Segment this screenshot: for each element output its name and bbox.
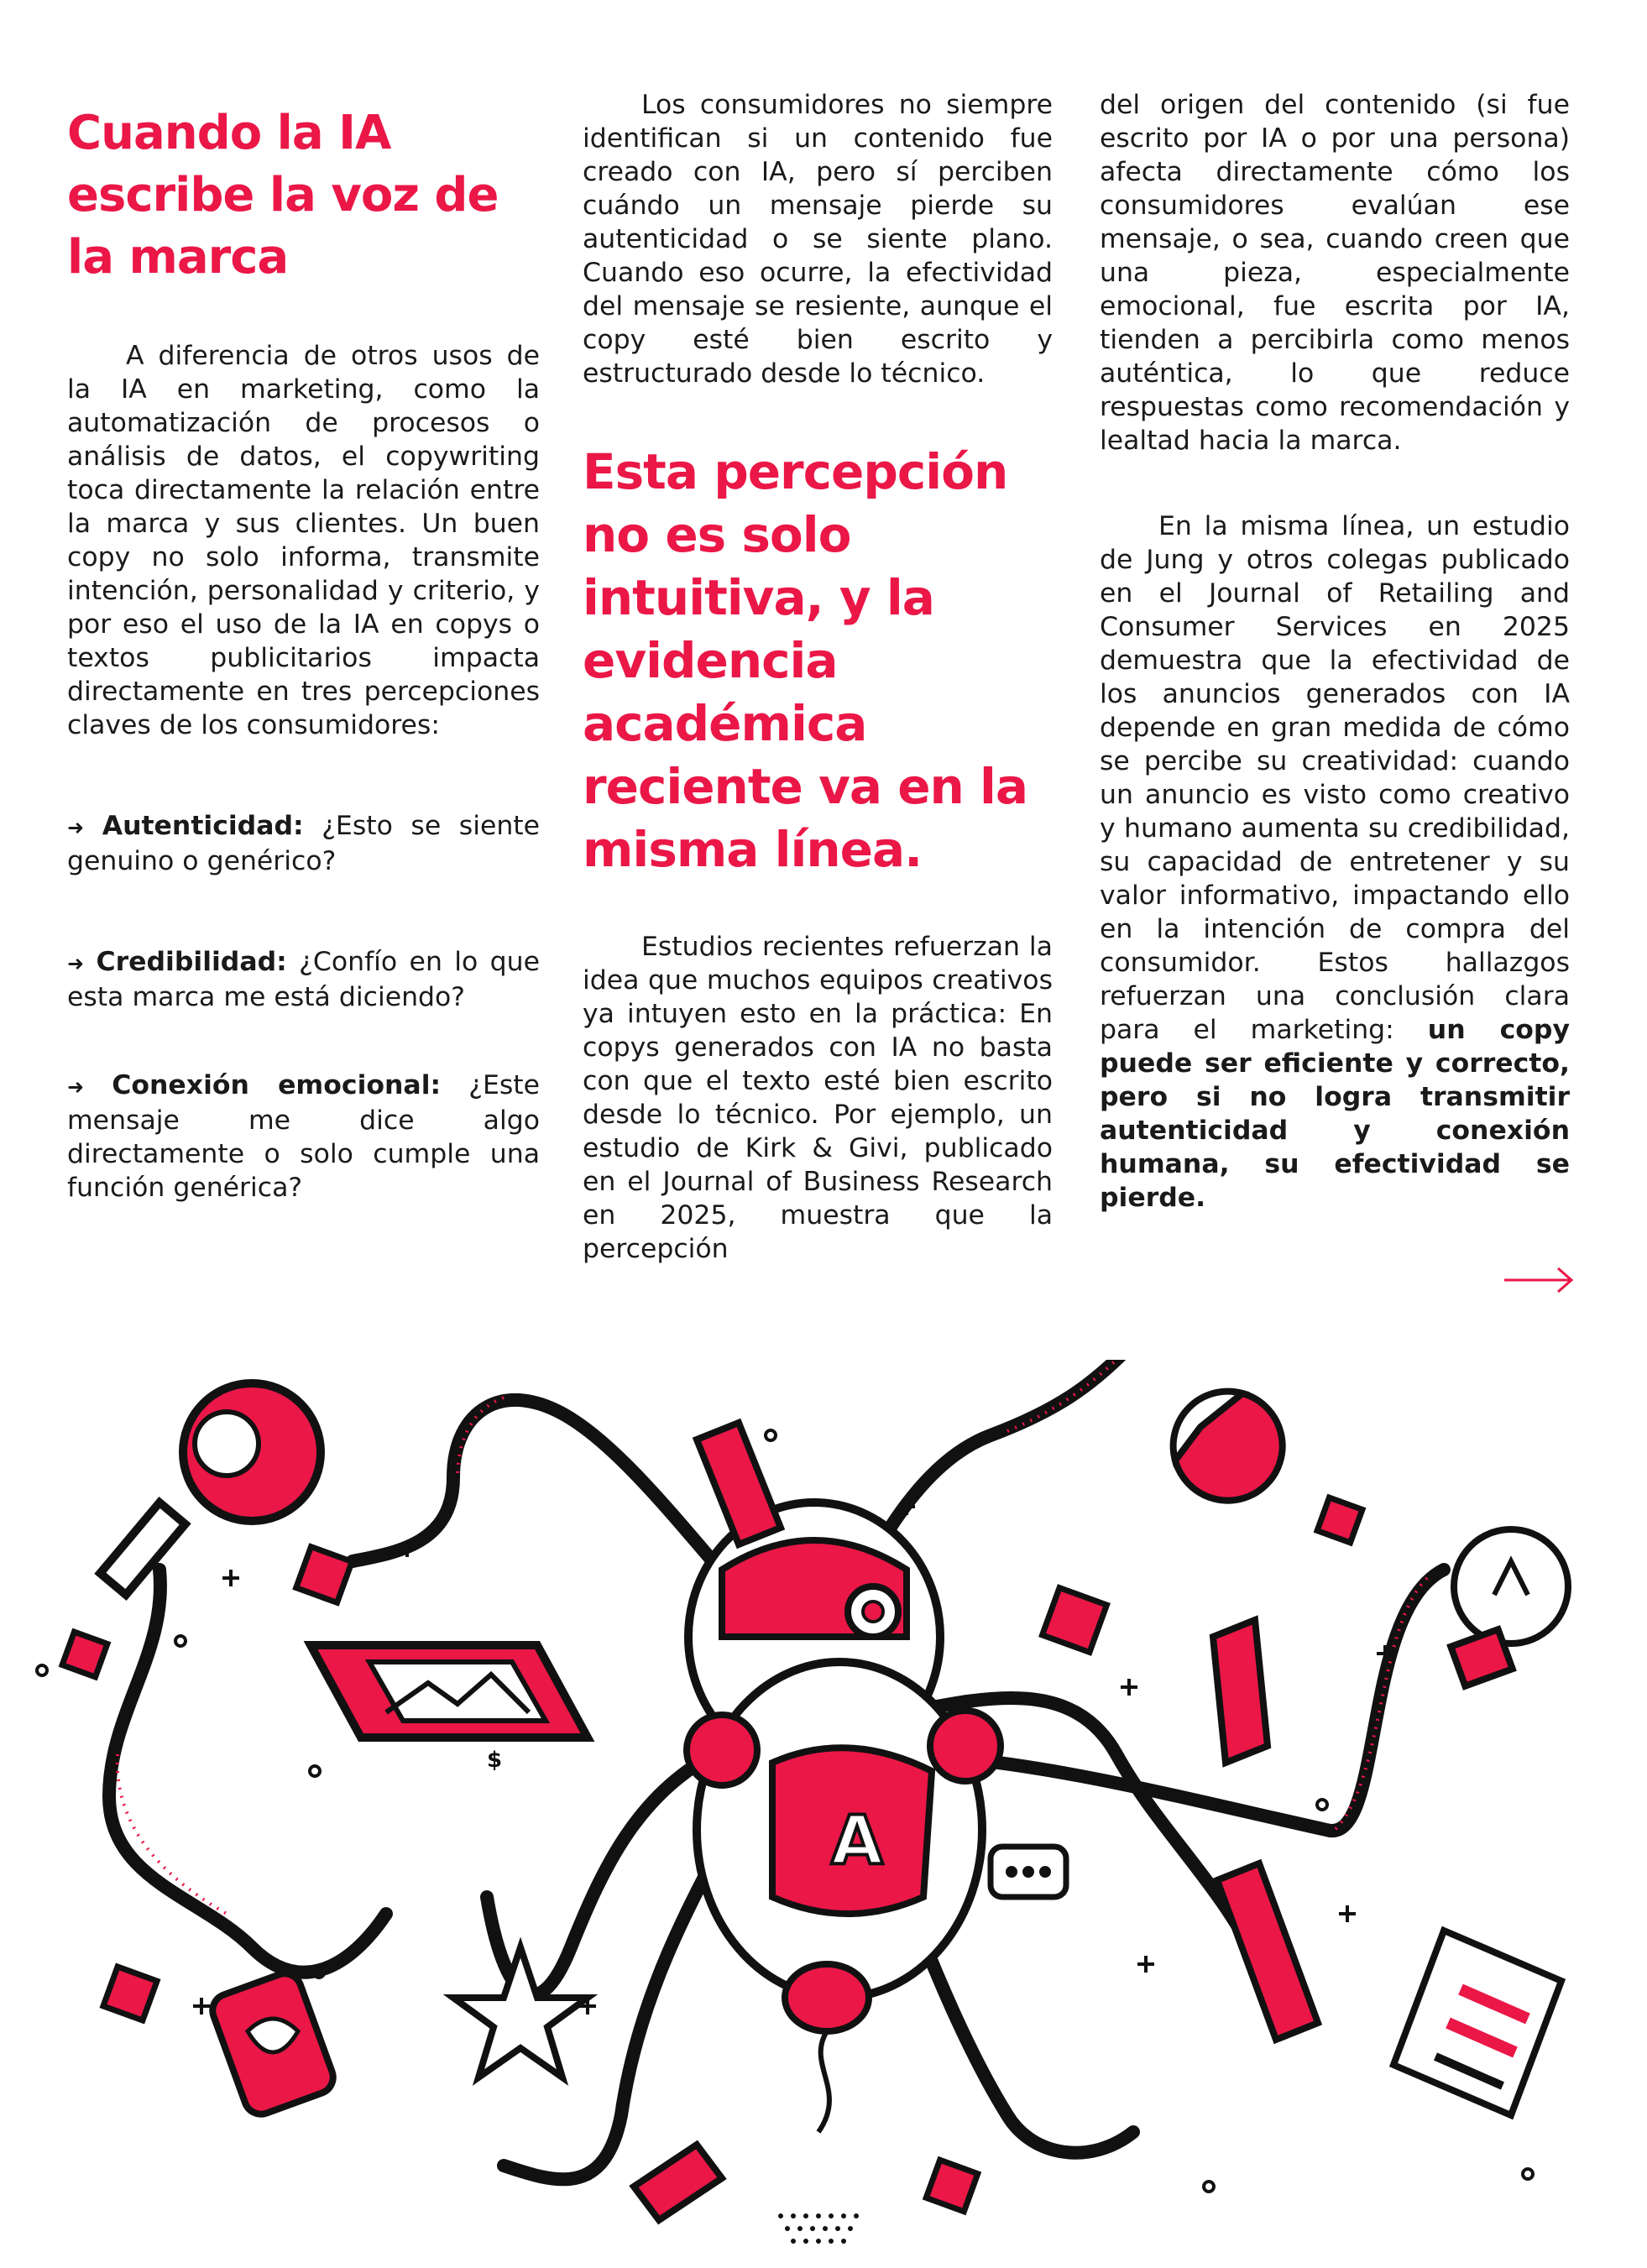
pie-chart-icon xyxy=(1174,1392,1283,1501)
column-right xyxy=(1100,88,1570,1215)
bullet-term: Conexión emocional: xyxy=(112,1070,442,1100)
lips-icon xyxy=(208,1969,338,2119)
arrow-bullet-icon: ➜ xyxy=(67,1075,85,1099)
robot-chest-letter: A xyxy=(831,1801,883,1879)
document-icon xyxy=(1393,1931,1561,2115)
bar-block-3 xyxy=(1217,1863,1318,2040)
column-left xyxy=(67,84,540,1205)
col2-paragraph-2: Estudios recientes refuerzan la idea que muchos equipos creativos ya intuyen esto en la práctica: En copys generados con IA no basta con que el texto esté bien escrito desde lo técnico. Por ejemplo, un estudio de Kirk & Givi, publicado en el Journal of Business Research en 2025, muestra que la percepción xyxy=(583,932,1053,1264)
bar-block-2 xyxy=(1213,1620,1268,1763)
cube-icon xyxy=(103,1967,157,2020)
bar-block-4 xyxy=(634,2145,722,2220)
lightbulb-icon xyxy=(1451,1529,1568,1686)
bullet-emotional-connection xyxy=(67,1069,540,1205)
bullet-term: Credibilidad: xyxy=(96,947,287,977)
intro-paragraph: A diferencia de otros usos de la IA en marketing, como la automatización de procesos o análisis de datos, el copywriting toca directamente la relación entre la marca y sus clientes. Un buen copy no solo informa, transmite intención, personalidad y criterio, y por eso el uso de la IA en copys o textos publicitarios impacta directamente en tres percepciones claves de los consumidores: xyxy=(67,341,540,740)
cube-icon xyxy=(926,2160,978,2212)
bullet-credibility xyxy=(67,945,540,1014)
bullet-term: Autenticidad: xyxy=(102,811,304,841)
col3-paragraph-1: del origen del contenido (si fue escrito por IA o por una persona) afecta directamente cómo los consumidores evalúan ese mensaje, o sea, cuando creen que una pieza, especialmente emocional, fue escrita por IA, tienden a percibirla como menos auténtica, lo que reduce respuestas como recomendación y lealtad hacia la marca. xyxy=(1100,90,1570,456)
magnifier-icon xyxy=(100,1383,321,1595)
cube-icon xyxy=(1043,1588,1107,1653)
monitor-icon xyxy=(311,1645,588,1773)
conclusion-bold: un copy puede ser eficiente y correcto, pero si no logra transmitir autenticidad y conexión humana, su efectividad se pierde. xyxy=(1100,1015,1570,1213)
cube-icon xyxy=(296,1547,353,1603)
monitor-symbol: $ xyxy=(487,1748,503,1773)
ai-robot-illustration xyxy=(0,1360,1647,2268)
bullet-text: ¿Esto se siente genuino o genérico? xyxy=(67,811,541,876)
cable-7 xyxy=(109,1570,386,1973)
column-middle xyxy=(583,88,1053,1266)
cube-icon xyxy=(62,1632,107,1677)
cube-icon xyxy=(1317,1497,1362,1543)
bullet-text: ¿Este mensaje me dice algo directamente o solo cumple una función genérica? xyxy=(67,1070,540,1203)
bullet-authenticity xyxy=(67,809,540,878)
continue-arrow-icon xyxy=(1503,1263,1578,1297)
bullet-text: ¿Confío en lo que esta marca me está diciendo? xyxy=(67,947,541,1012)
chat-bubble-icon xyxy=(991,1847,1066,1897)
robot-figure xyxy=(687,1502,1001,2132)
arrow-bullet-icon: ➜ xyxy=(67,952,85,975)
pull-quote: Esta percepción no es solo intuitiva, y la evidencia académica reciente va en la misma línea. xyxy=(583,443,1028,878)
arrow-bullet-icon: ➜ xyxy=(67,816,85,839)
col3-paragraph-2-text: En la misma línea, un estudio de Jung y otros colegas publicado en el Journal of Retailing and Consumer Services en 2025 demuestra que la efectividad de los anuncios generados con IA depende en gran medida de cómo se percibe su creatividad: cuando un anuncio es visto como creativo y humano aumenta su credibilidad, su capacidad de entretener y su valor informativo, impactando ello en la intención de compra del consumidor. Estos hallazgos refuerzan una conclusión clara para el marketing: xyxy=(1100,511,1570,1045)
article-title: Cuando la IA escribe la voz de la marca xyxy=(67,106,499,285)
col2-paragraph-1: Los consumidores no siempre identifican si un contenido fue creado con IA, pero sí perciben cuándo un mensaje pierde su autenticidad o se siente plano. Cuando eso ocurre, la efectividad del mensaje se resiente, aunque el copy esté bien escrito y estructurado desde lo técnico. xyxy=(583,90,1053,389)
col3-paragraph-2 xyxy=(1100,510,1570,1215)
